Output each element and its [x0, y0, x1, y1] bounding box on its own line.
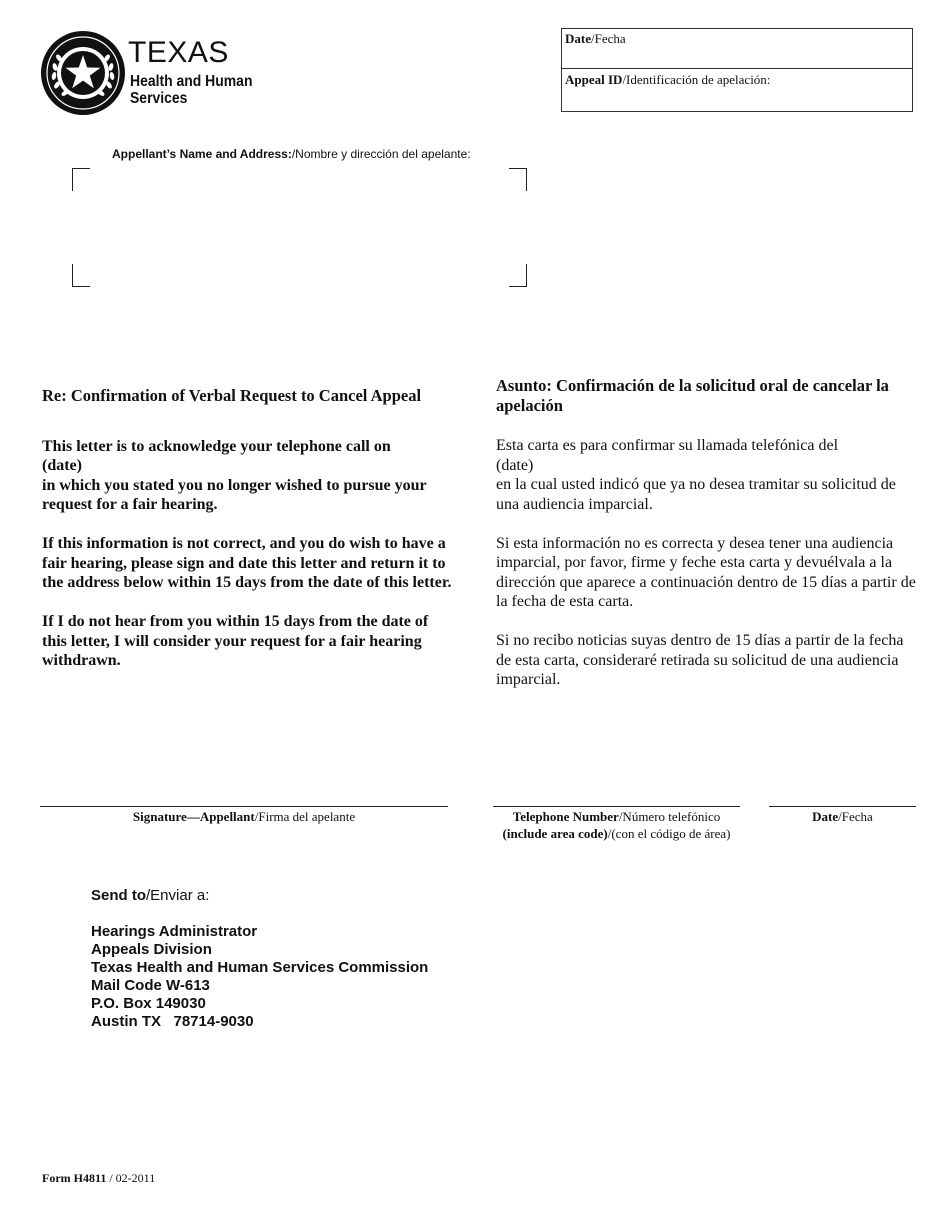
address-line: P.O. Box 149030 — [91, 995, 206, 1012]
paragraph-es-1-line1: Esta carta es para confirmar su llamada telefónica del — [496, 437, 839, 454]
logo-subtitle-line2: Services — [130, 90, 188, 107]
address-line: Austin TX 78714-9030 — [91, 1013, 254, 1030]
address-window-corner — [72, 264, 90, 287]
english-body — [42, 386, 457, 671]
appeal-id-label: Appeal ID — [565, 72, 623, 87]
paragraph-en-1-date: (date) — [42, 457, 82, 474]
send-to-label-es: /Enviar a: — [146, 887, 210, 904]
signature-line[interactable] — [40, 806, 448, 807]
date-line[interactable] — [769, 806, 916, 807]
telephone-caption-es: /Número telefónico — [618, 809, 721, 824]
appellant-label-es: /Nombre y dirección del apelante: — [291, 147, 471, 161]
address-line: Mail Code W-613 — [91, 977, 210, 994]
paragraph-en-2: If this information is not correct, and you do wish to have a fair hearing, please sign and date this letter and return it to the address below within 15 days from the date of this letter. — [42, 535, 452, 591]
paragraph-en-3: If I do not hear from you within 15 days from the date of this letter, I will consider your request for a fair hearing withdrawn. — [42, 613, 429, 669]
address-line: Texas Health and Human Services Commission — [91, 959, 429, 976]
mailing-address — [91, 923, 428, 1031]
form-number: Form H4811 — [42, 1171, 107, 1185]
paragraph-en-1-cont: in which you stated you no longer wished to pursue your request for a fair hearing. — [42, 476, 427, 513]
date-caption-en: Date — [812, 809, 839, 824]
signature-caption-es: /Firma del apelante — [254, 809, 356, 824]
date-caption — [769, 808, 916, 825]
logo-subtitle-line1: Health and Human — [130, 73, 253, 90]
address-line: Hearings Administrator — [91, 923, 258, 940]
signature-caption — [40, 808, 448, 825]
paragraph-en-1-line1: This letter is to acknowledge your telephone call on — [42, 437, 391, 455]
spanish-body — [496, 376, 916, 690]
appellant-label-en: Appellant’s Name and Address: — [112, 147, 292, 161]
appellant-label — [112, 147, 471, 161]
address-window-corner — [509, 168, 527, 191]
telephone-line[interactable] — [493, 806, 740, 807]
address-window-corner — [72, 168, 90, 191]
telephone-note-en: (include area code) — [502, 826, 608, 841]
address-line: Appeals Division — [91, 941, 212, 958]
date-field[interactable] — [562, 29, 912, 69]
appeal-id-field[interactable] — [562, 69, 915, 88]
hhs-logo — [40, 30, 270, 120]
subject-es: Asunto: Confirmación de la solicitud oral de cancelar la apelación — [496, 376, 889, 415]
date-appeal-id-box — [561, 28, 913, 112]
address-window-corner — [509, 264, 527, 287]
paragraph-es-1-cont: en la cual usted indicó que ya no desea tramitar su solicitud de una audiencia imparcial. — [496, 476, 896, 513]
telephone-note-es: /(con el código de área) — [607, 826, 731, 841]
appeal-id-label-es: /Identificación de apelación: — [622, 72, 771, 87]
send-to-label-en: Send to — [91, 887, 146, 904]
telephone-caption-en: Telephone Number — [512, 809, 619, 824]
paragraph-es-1-date: (date) — [496, 456, 534, 474]
date-caption-es: /Fecha — [838, 809, 873, 824]
paragraph-es-2: Si esta información no es correcta y desea tener una audiencia imparcial, por favor, firme y feche esta carta y devuélvala a la dirección que aparece a continuación dentro de 15 días a partir de la fecha de esta carta. — [496, 534, 916, 610]
paragraph-es-1 — [496, 436, 916, 475]
form-footer — [42, 1171, 155, 1186]
telephone-caption — [483, 808, 750, 842]
signature-caption-en: Signature—Appellant — [132, 809, 255, 824]
date-label-es: /Fecha — [591, 31, 626, 46]
logo-wordmark: TEXAS — [128, 36, 229, 69]
state-seal-icon — [40, 30, 126, 116]
paragraph-en-1 — [42, 437, 457, 476]
paragraph-es-3: Si no recibo noticias suyas dentro de 15 días a partir de la fecha de esta carta, consideraré retirada su solicitud de una audiencia imparcial. — [496, 632, 904, 688]
date-label: Date — [565, 31, 591, 46]
send-to-label — [91, 887, 209, 904]
subject-en: Re: Confirmation of Verbal Request to Cancel Appeal — [42, 386, 422, 405]
logo-subtitle — [130, 73, 252, 107]
form-revision: / 02-2011 — [106, 1171, 156, 1185]
